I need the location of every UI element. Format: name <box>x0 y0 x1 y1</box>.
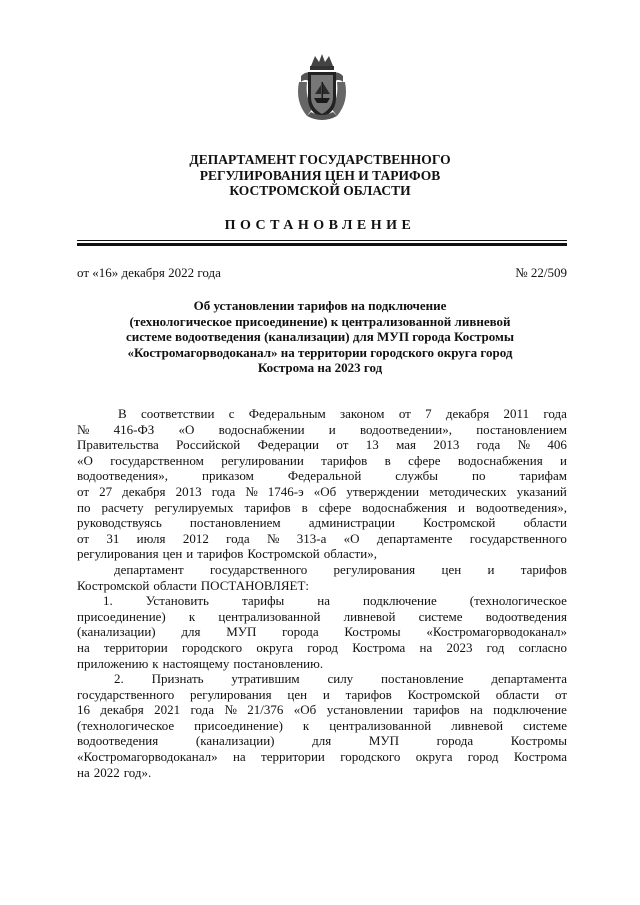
body-line <box>77 515 567 531</box>
body-word: на <box>77 639 90 655</box>
document-type: ПОСТАНОВЛЕНИЕ <box>224 218 416 233</box>
body-word: подключение <box>363 593 437 609</box>
body-word: централизованной <box>329 717 432 733</box>
body-word: сфере <box>408 452 441 468</box>
body-word: 31 <box>106 530 120 546</box>
body-word: в <box>384 452 391 468</box>
body-word: Кострома <box>352 639 406 655</box>
body-word: Федерации <box>257 437 320 453</box>
body-word: государственного <box>210 561 308 577</box>
body-word: города <box>282 624 319 640</box>
body-word: № <box>245 483 258 499</box>
body-word: Костромской <box>423 515 496 531</box>
body-word: 2011 <box>503 406 530 421</box>
body-word: подключение <box>493 702 567 718</box>
body-word: ПОСТАНОВЛЯЕТ: <box>200 577 310 593</box>
body-word: в <box>301 499 308 515</box>
body-line <box>77 702 567 718</box>
body-word: государственного <box>469 530 567 546</box>
body-word: установлении <box>326 702 404 718</box>
body-word: и <box>560 452 567 468</box>
body-line <box>77 733 567 749</box>
dept-line-3: КОСТРОМСКОЙ ОБЛАСТИ <box>229 183 411 198</box>
body-word: службы <box>395 468 439 484</box>
body-word: утратившим <box>231 671 300 687</box>
body-word: 2022 <box>93 764 120 780</box>
header-rule-thin <box>77 240 567 241</box>
body-word: МУП <box>226 624 257 640</box>
body-word: от <box>336 437 349 453</box>
body-word: и <box>458 499 465 515</box>
body-word: области», <box>323 546 377 562</box>
body-word: 416-ФЗ <box>113 421 155 437</box>
body-word: Костромской <box>77 577 150 593</box>
body-word: для <box>181 624 201 640</box>
body-word: цен <box>287 686 308 702</box>
body-word: МУП <box>368 733 399 749</box>
body-word: области <box>495 686 540 702</box>
body-word: системе <box>523 717 567 733</box>
body-word: № <box>517 437 531 453</box>
body-word: департаменте <box>376 530 453 546</box>
body-word: № <box>77 421 90 437</box>
body-word: декабря <box>100 702 144 718</box>
body-word: на <box>77 764 90 780</box>
body-word: соответствии <box>140 406 215 421</box>
body-line <box>77 718 567 734</box>
body-word: расчету <box>101 499 144 515</box>
body-word: года <box>226 530 250 546</box>
body-word: регулирования <box>333 561 416 577</box>
body-word: 313-а <box>296 530 327 546</box>
body-word: регулирования <box>190 686 272 702</box>
body-word: и <box>487 561 495 577</box>
coat-of-arms-icon <box>293 52 351 124</box>
body-word: ливневой <box>343 608 396 624</box>
body-word: года <box>211 483 236 499</box>
body-word: «Костромагорводоканал» <box>77 749 218 765</box>
body-word: и <box>186 546 194 562</box>
body-word: на <box>232 749 246 765</box>
body-word: тарифов <box>345 686 392 702</box>
body-word: к <box>302 717 310 733</box>
title-line-4: «Костромагорводоканал» на территории городского округа город <box>127 344 513 360</box>
body-word: территории <box>261 749 325 765</box>
body-word: присоединение) <box>77 608 166 624</box>
body-word: год». <box>123 764 152 780</box>
body-word: Признать <box>151 671 204 687</box>
body-line <box>77 437 567 453</box>
body-line <box>77 765 567 781</box>
body-line <box>77 671 567 687</box>
body-word: город <box>467 749 499 765</box>
document-body <box>77 406 567 780</box>
body-word: «Об <box>313 483 337 499</box>
body-word: июля <box>136 530 166 546</box>
body-line <box>77 406 567 422</box>
body-word: 21/376 <box>247 702 284 718</box>
body-word: 2013 <box>175 483 202 499</box>
body-word: Костромской <box>407 686 480 702</box>
dept-line-2: РЕГУЛИРОВАНИЯ ЦЕН И ТАРИФОВ <box>199 167 441 183</box>
body-word: 1. <box>103 593 113 609</box>
body-word: на <box>317 593 330 609</box>
body-word: законом <box>340 406 385 421</box>
body-word: области <box>523 515 567 531</box>
body-word: 2021 <box>154 702 181 718</box>
body-line <box>77 624 567 640</box>
body-word: «О <box>77 452 93 468</box>
body-line <box>77 500 567 516</box>
body-word: сфере <box>318 499 352 515</box>
body-word: «Об <box>293 702 317 718</box>
body-line <box>77 468 567 484</box>
body-word: 2. <box>114 671 124 687</box>
body-word: централизованной <box>218 608 321 624</box>
body-word: Установить <box>145 593 209 609</box>
body-line <box>77 593 567 609</box>
body-word: водоотведения», <box>475 499 567 515</box>
body-word: от <box>77 483 90 499</box>
body-line <box>77 609 567 625</box>
body-word: к <box>152 655 159 671</box>
body-word: цен <box>162 546 183 562</box>
body-word: по <box>472 468 486 484</box>
body-word: согласно <box>518 639 567 655</box>
body-word: Кострома <box>513 749 567 765</box>
body-word: присоединение) <box>194 717 283 733</box>
body-word: декабря <box>122 483 166 499</box>
body-word: силу <box>327 671 354 687</box>
body-word: тарифов <box>321 452 368 468</box>
body-word: постановление <box>381 671 464 687</box>
body-word: водоотведения <box>485 608 567 624</box>
body-word: государственном <box>110 452 204 468</box>
body-word: на <box>419 639 433 655</box>
body-word: методических <box>429 483 507 499</box>
body-word: городского <box>340 749 401 765</box>
body-word: Федеральным <box>248 406 326 421</box>
body-word: тарифов <box>197 546 244 562</box>
body-word: «О <box>343 530 360 546</box>
body-word: тарифы <box>242 593 285 609</box>
body-word: постановлением <box>476 421 567 437</box>
body-word: тарифам <box>519 468 567 484</box>
body-word: город <box>307 639 339 655</box>
body-word: «Костромагорводоканал» <box>426 624 567 640</box>
body-word: (технологическое <box>77 717 175 733</box>
body-word: Российской <box>176 437 241 453</box>
body-word: декабря <box>445 406 490 421</box>
body-word: 2013 <box>433 437 460 453</box>
body-word: Костромы <box>344 624 401 640</box>
body-word: (канализации) <box>195 733 275 749</box>
body-word: водоотведения», <box>77 468 168 484</box>
body-word: к <box>188 608 196 624</box>
body-word: 1746-э <box>267 483 304 499</box>
body-word: от <box>554 686 567 702</box>
body-word: для <box>312 733 332 749</box>
dept-line-1: ДЕПАРТАМЕНТ ГОСУДАРСТВЕННОГО <box>189 152 451 167</box>
body-word: водоотведении», <box>360 421 452 437</box>
body-word: тарифов <box>413 702 460 718</box>
body-word: ливневой <box>451 717 504 733</box>
body-word: тарифов <box>244 499 291 515</box>
body-word: тарифов <box>520 561 567 577</box>
body-word: водоснабжения <box>457 452 543 468</box>
title-line-5: Кострома на 2023 год <box>257 360 383 376</box>
document-number: № 22/509 <box>515 265 567 280</box>
body-word: В <box>118 406 127 421</box>
body-line <box>77 562 567 578</box>
body-word: на <box>470 702 483 718</box>
body-word: регулирования <box>77 546 159 562</box>
body-word: № <box>267 530 280 546</box>
body-word: 13 <box>365 437 379 453</box>
body-word: постановлению. <box>233 655 324 671</box>
body-word: 16 <box>77 702 90 718</box>
body-line <box>77 422 567 438</box>
body-word: водоснабжения <box>362 499 448 515</box>
body-word: цен <box>441 561 462 577</box>
body-word: № <box>224 702 237 718</box>
body-word: системе <box>418 608 463 624</box>
body-word: (канализации) <box>77 624 156 640</box>
body-word: Федеральной <box>287 468 362 484</box>
body-word: департамента <box>491 671 567 687</box>
body-word: постановлением <box>189 515 281 531</box>
title-line-1: Об установлении тарифов на подключение <box>193 298 447 313</box>
title-line-3: системе водоотведения (канализации) для МУП города Костромы <box>125 329 515 345</box>
body-word: регулируемых <box>154 499 234 515</box>
body-word: округа <box>415 749 453 765</box>
document-date: от «16» декабря 2022 года <box>77 265 221 280</box>
body-word: водоотведения <box>77 733 159 749</box>
body-line <box>77 640 567 656</box>
body-line <box>77 453 567 469</box>
document-title <box>60 298 580 376</box>
body-line <box>77 749 567 765</box>
body-word: департамент <box>114 561 184 577</box>
body-word: Правительства <box>77 437 159 453</box>
title-line-2: (технологическое присоединение) к централизованной ливневой <box>129 313 511 329</box>
body-word: области <box>153 577 197 593</box>
body-line <box>77 656 567 672</box>
body-word: по <box>77 499 91 515</box>
body-word: водоснабжении <box>218 421 305 437</box>
body-word: год <box>486 639 505 655</box>
body-word: приказом <box>201 468 254 484</box>
body-line <box>77 578 567 594</box>
body-word: указаний <box>516 483 567 499</box>
body-word: округа <box>256 639 294 655</box>
body-line <box>77 546 567 562</box>
body-word: от <box>398 406 411 421</box>
body-word: 27 <box>99 483 113 499</box>
body-word: 2023 <box>446 639 473 655</box>
body-word: (технологическое <box>469 593 567 609</box>
body-word: территории <box>103 639 168 655</box>
body-line <box>77 687 567 703</box>
department-name <box>0 152 640 199</box>
body-word: «О <box>178 421 195 437</box>
body-word: с <box>228 406 235 421</box>
body-word: мая <box>396 437 416 453</box>
body-word: городского <box>181 639 243 655</box>
body-word: Костромской <box>247 546 320 562</box>
body-word: и <box>328 421 336 437</box>
body-word: 2012 <box>182 530 209 546</box>
body-word: приложению <box>77 655 149 671</box>
body-word: Костромы <box>510 733 567 749</box>
body-line <box>77 484 567 500</box>
body-word: администрации <box>308 515 395 531</box>
body-word: государственного <box>77 686 175 702</box>
body-word: от <box>77 530 90 546</box>
body-word: 7 <box>425 406 432 421</box>
body-word: утверждении <box>346 483 420 499</box>
body-word: регулировании <box>221 452 304 468</box>
body-word: руководствуясь <box>77 515 162 531</box>
header-rule-thick <box>77 243 567 246</box>
body-word: года <box>476 437 501 453</box>
body-word: 406 <box>547 437 567 453</box>
body-word: и <box>322 686 330 702</box>
body-word: года <box>190 702 215 718</box>
body-word: года <box>543 406 567 421</box>
body-line <box>77 531 567 547</box>
body-word: города <box>436 733 474 749</box>
body-word: настоящему <box>162 655 230 671</box>
